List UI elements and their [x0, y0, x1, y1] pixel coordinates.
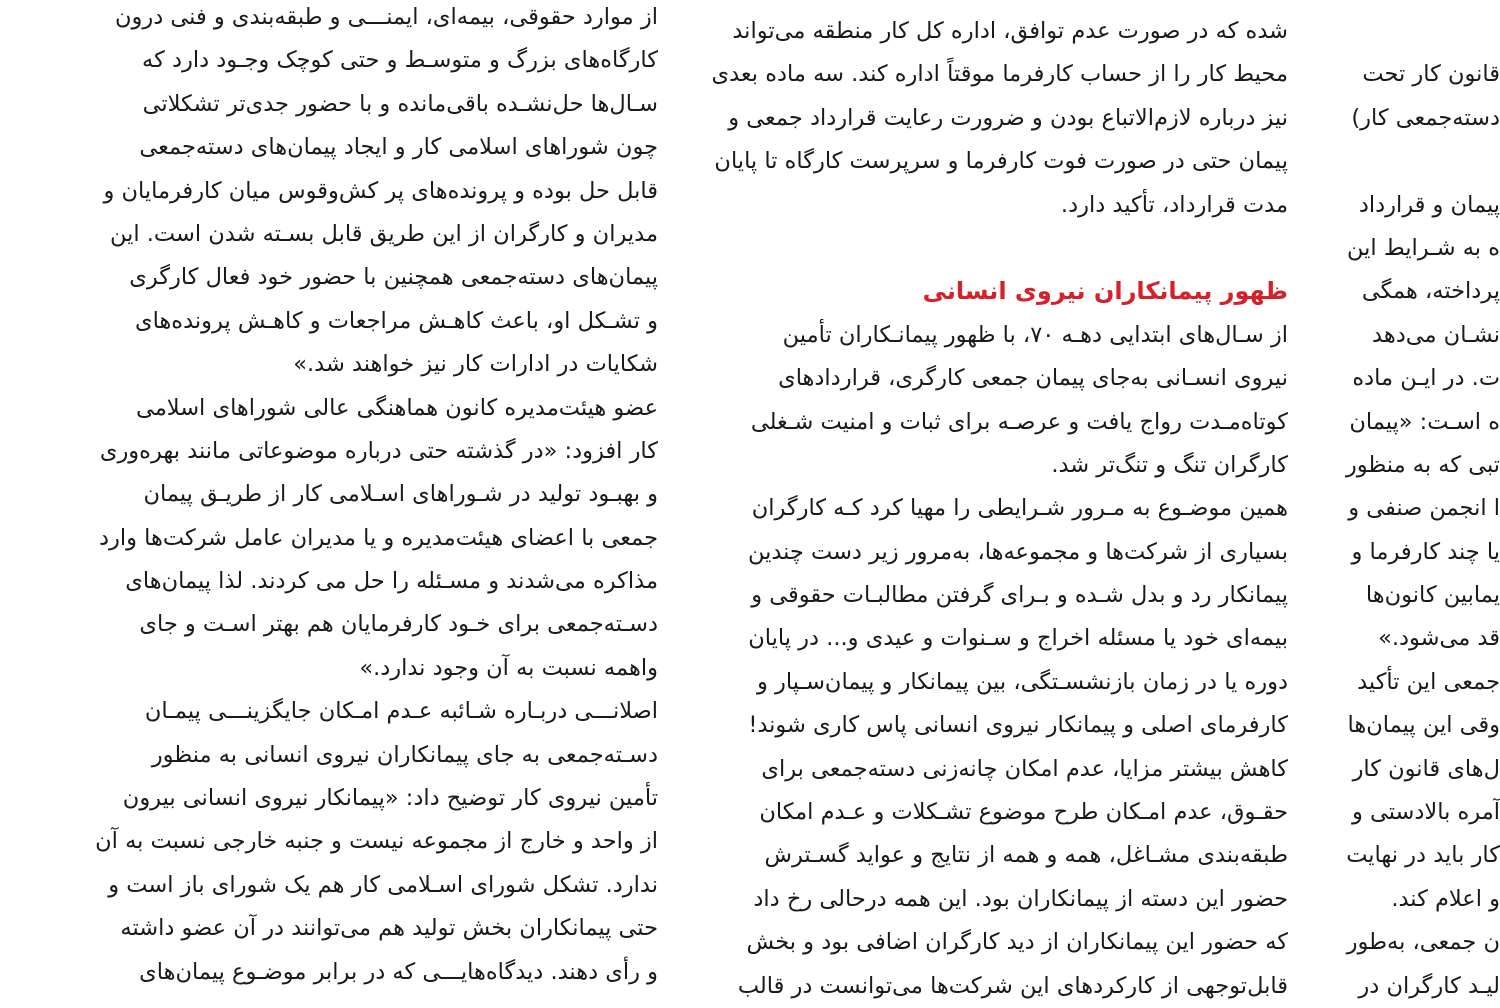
text-line: تأمین نیروی کار توضیح داد: «پیمانکار نیروی انسانی بیرون — [122, 785, 658, 812]
text-line: حضور این دسته از پیمانکاران بود. این همه درحالی رخ داد — [753, 885, 1288, 912]
text-line: پیمان حتی در صورت فوت کارفرما و سرپرست کارگاه تا پایان — [714, 148, 1288, 175]
text-line: حقـوق، عدم امـکان طرح موضوع تشـکلات و عـدم امکان — [759, 799, 1288, 826]
text-line: مدیران و کارگران از این طریق قابل بسـته شدن است. این — [109, 220, 658, 247]
text-line: جمعی با اعضای هیئت‌مدیره و یا مدیران عامل شرکت‌ها وارد — [99, 524, 658, 551]
text-line: پیمان‌های دسته‌جمعی همچنین با حضور خود فعال کارگری — [129, 264, 658, 291]
text-line: شکایات در ادارات کار نیز خواهند شد.» — [293, 351, 658, 378]
article-column-left — [80, 0, 658, 994]
text-line: مذاکره می‌شدند و مسـئله را حل می کردند. لذا پیمان‌های — [125, 568, 658, 595]
text-line: محیط کار را از حساب کارفرما موقتاً اداره کند. سه ماده بعدی — [711, 61, 1288, 88]
text-line: کوتاه‌مـدت رواج یافت و عرصـه برای ثبات و امنیت شـغلی — [750, 408, 1288, 435]
text-line: مدت قرارداد، تأکید دارد. — [1060, 191, 1288, 218]
text-line: و بهبـود تولید در شـوراهای اسـلامی کار از طریـق پیمان — [143, 481, 658, 508]
text-line: عضو هیئت‌مدیره کانون هماهنگی عالی شوراهای اسلامی — [135, 394, 658, 421]
text-line: طبقه‌بندی مشـاغل، همه و همه از نتایج و عواید گسـترش — [764, 842, 1288, 869]
text-line — [1340, 10, 1500, 53]
text-line: دسته‌جمعی کار) — [1351, 104, 1500, 131]
text-line: از واحد و خارج از مجموعه نیست و جنبه خارجی نسبت به آن — [95, 828, 658, 855]
text-line: بیمه‌ای خود یا مسئله اخراج و سـنوات و عیدی و... در پایان — [748, 625, 1288, 652]
text-line: قابل‌توجهی از کارکردهای این شرکت‌ها می‌توانست در قالب — [737, 972, 1288, 999]
text-line: سـال‌ها حل‌نشـده باقی‌مانده و با حضور جدی‌تر تشکلاتی — [142, 90, 658, 117]
text-line: دسـته‌جمعی برای خـود کارفرمایان هم بهتر اسـت و جای — [139, 611, 658, 638]
text-line: شده که در صورت عدم توافق، اداره کل کار منطقه می‌تواند — [732, 18, 1288, 44]
text-line: و تشـکل او، باعث کاهـش مراجعات و کاهـش پرونده‌های — [134, 307, 658, 334]
text-line: ن جمعی، به‌طور — [1346, 929, 1500, 956]
text-line: و رأی دهند. دیدگاه‌هایـــی که در برابر موضـوع پیمان‌های — [139, 958, 658, 985]
text-line: یا چند کارفرما و — [1351, 538, 1500, 565]
text-line: جمعی این تأکید — [1357, 668, 1500, 695]
text-line: قانون کار تحت — [1362, 61, 1500, 88]
text-line: کاهش بیشتر مزایا، عدم امکان چانه‌زنی دسته‌جمعی برای — [761, 755, 1288, 782]
article-column-middle — [708, 10, 1288, 1008]
text-line: یمابین کانون‌ها — [1365, 582, 1500, 609]
text-line: ه اسـت: «پیمان — [1349, 408, 1500, 435]
text-line: قابل حل بوده و پرونده‌های پر کش‌وقوس میان کارفرمایان و — [103, 177, 658, 204]
section-heading: ظهور پیمانکاران نیروی انسانی — [922, 277, 1288, 306]
text-line: قد می‌شود.» — [1378, 625, 1500, 652]
text-line: ندارد. تشکل شورای اسـلامی کار هم یک شورای باز است و — [108, 871, 658, 898]
text-line: چون شوراهای اسلامی کار و ایجاد پیمان‌های دسته‌جمعی — [139, 134, 658, 161]
text-line: و اعلام کند. — [1391, 885, 1500, 912]
text-line: از موارد حقوقی، بیمه‌ای، ایمنـــی و طبقه‌بندی و فنی درون — [115, 4, 658, 30]
text-line: وقی این پیمان‌ها — [1347, 712, 1500, 739]
text-line: تبی که به منظور — [1345, 451, 1500, 478]
text-line: از سـال‌های ابتدایی دهـه ۷۰، با ظهور پیمانـکاران تأمین — [782, 321, 1288, 348]
text-line: دسـته‌جمعی به جای پیمانکاران نیروی انسانی به منظور — [151, 741, 658, 768]
text-line: ا انجمن صنفی و — [1348, 495, 1500, 522]
text-line: همین موضـوع به مـرور شـرایطی را مهیا کرد کـه کارگران — [751, 495, 1288, 522]
text-line: پرداخته، همگی — [1361, 278, 1500, 305]
text-line: پیمان و قرارداد — [1358, 191, 1500, 218]
text-line: دوره یا در زمان بازنشسـتگی، بین پیمانکار و پیمان‌سـپار و — [756, 668, 1288, 695]
text-line: کار افزود: «در گذشته حتی درباره موضوعاتی مانند بهره‌وری — [99, 437, 658, 464]
text-line: واهمه نسبت به آن وجود ندارد.» — [359, 654, 658, 681]
text-line: ل‌های قانون کار — [1352, 755, 1500, 782]
text-line: که حضور این پیمانکاران از دید کارگران اضافی بود و بخش — [746, 929, 1288, 956]
text-line: ه به شـرایط این — [1347, 234, 1500, 261]
spacer — [708, 227, 1288, 270]
text-line: ت. در ایـن ماده — [1352, 365, 1500, 392]
text-line: نیروی انسـانی به‌جای پیمان جمعی کارگری، قراردادهای — [778, 365, 1288, 392]
text-line: اصلانـــی دربـاره شـائبه عـدم امـکان جایگزینـــی پیمـان — [144, 698, 658, 725]
text-line: لیـد کارگران در — [1358, 972, 1500, 999]
text-line: کارگران تنگ و تنگ‌تر شد. — [1051, 451, 1288, 478]
article-column-right — [1340, 10, 1500, 1008]
text-line: نشـان می‌دهد — [1372, 321, 1500, 348]
text-line: پیمانکار رد و بدل شـده و بـرای گرفتن مطالبـات حقوقی و — [751, 582, 1288, 609]
text-line: نیز درباره لازم‌الاتباع بودن و ضرورت رعایت قرارداد جمعی و — [728, 104, 1288, 131]
text-line: کارفرمای اصلی و پیمانکار نیروی انسانی پاس کاری شوند! — [748, 712, 1288, 739]
text-line: حتی پیمانکاران بخش تولید هم می‌توانند در آن عضو داشته — [120, 915, 658, 942]
text-line: کار باید در نهایت — [1346, 842, 1500, 869]
text-line: آمره بالادستی و — [1351, 799, 1500, 826]
text-line: بسیاری از شرکت‌ها و مجموعه‌ها، به‌مرور زیر دست چندین — [747, 538, 1288, 565]
text-line — [1340, 140, 1500, 183]
text-line: کارگاه‌های بزرگ و متوسـط و حتی کوچک وجـود دارد که — [142, 47, 658, 74]
